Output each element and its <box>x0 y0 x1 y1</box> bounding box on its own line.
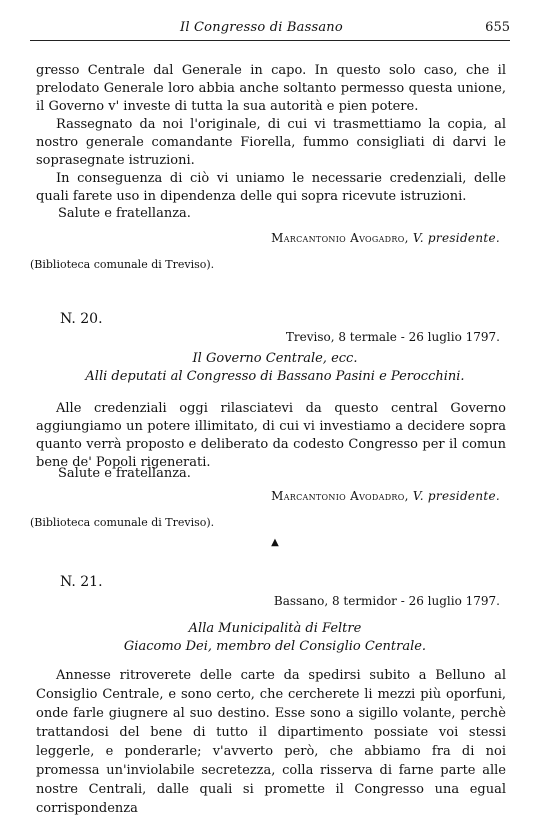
running-header <box>30 18 510 40</box>
header-rule <box>30 40 510 41</box>
continuation-source: (Biblioteca comunale di Treviso). <box>30 258 215 271</box>
signature-role: V. presidente. <box>412 489 500 503</box>
signature-name: Marcantonio Avodadro, <box>271 489 409 503</box>
continuation-paragraph-3: In conseguenza di ciò vi uniamo le necessarie credenziali, delle quali farete uso in dipendenza delle qui sopra ricevute istruzioni. <box>36 171 506 204</box>
running-title: Il Congresso di Bassano <box>180 20 343 35</box>
continuation-signature <box>271 231 500 245</box>
signature-role: V. presidente. <box>412 231 500 245</box>
signature-name: Marcantonio Avogadro, <box>271 231 409 245</box>
doc-20-signature <box>271 489 500 503</box>
doc-20-number: N. 20. <box>60 311 103 327</box>
doc-20-source: (Biblioteca comunale di Treviso). <box>30 516 215 529</box>
doc-20-salutation: Salute e fratellanza. <box>58 466 191 481</box>
continuation-paragraph-1: gresso Centrale dal Generale in capo. In questo solo caso, che il prelodato Generale loro abbia anche soltanto permesso questa unione, il Governo v' investe di tutta la sua autorità e pien potere. <box>36 63 506 114</box>
doc-20-recipient: Alli deputati al Congresso di Bassano Pasini e Perocchini. <box>85 369 465 384</box>
doc-21-date: Bassano, 8 termidor - 26 luglio 1797. <box>273 594 500 608</box>
doc-20-sender: Il Governo Centrale, ecc. <box>192 351 358 366</box>
doc-20-body: Alle credenziali oggi rilasciatevi da questo central Governo aggiungiamo un potere illimitato, di cui vi investiamo a decidere sopra quanto verrà proposto e deliberato da codesto Congresso per il comun bene de' Popoli rigenerati. <box>36 401 506 470</box>
doc-20-date: Treviso, 8 termale - 26 luglio 1797. <box>285 330 500 344</box>
doc-21-recipient-line-1: Alla Municipalità di Feltre <box>188 621 362 636</box>
doc-21-recipient-line-2: Giacomo Dei, membro del Consiglio Centrale. <box>123 639 427 654</box>
doc-21-body: Annesse ritroverete delle carte da spedirsi subito a Belluno al Consiglio Centrale, e sono certo, che cercherete li mezzi più oporfuni, onde farle giugnere al suo destino. Esse sono a sigillo volante, perchè trattandosi del bene di tutto il dipartimento possiate voi stessi leggerle, e ponderarle; v'avverto però, che abbiamo fra di noi promessa un'inviolabile secretezza, colla risserva di farne parte alle nostre Centrali, dalle quali si promette il Congresso una egual corrispondenza <box>36 668 506 816</box>
continuation-salutation: Salute e fratellanza. <box>58 206 191 221</box>
page-number: 655 <box>485 20 510 35</box>
section-separator: ▲ <box>271 537 279 548</box>
continuation-paragraph-2: Rassegnato da noi l'originale, di cui vi trasmettiamo la copia, al nostro generale comandante Fiorella, fummo consigliati di darvi le soprasegnate istruzioni. <box>36 117 506 168</box>
doc-21-number: N. 21. <box>60 574 103 590</box>
